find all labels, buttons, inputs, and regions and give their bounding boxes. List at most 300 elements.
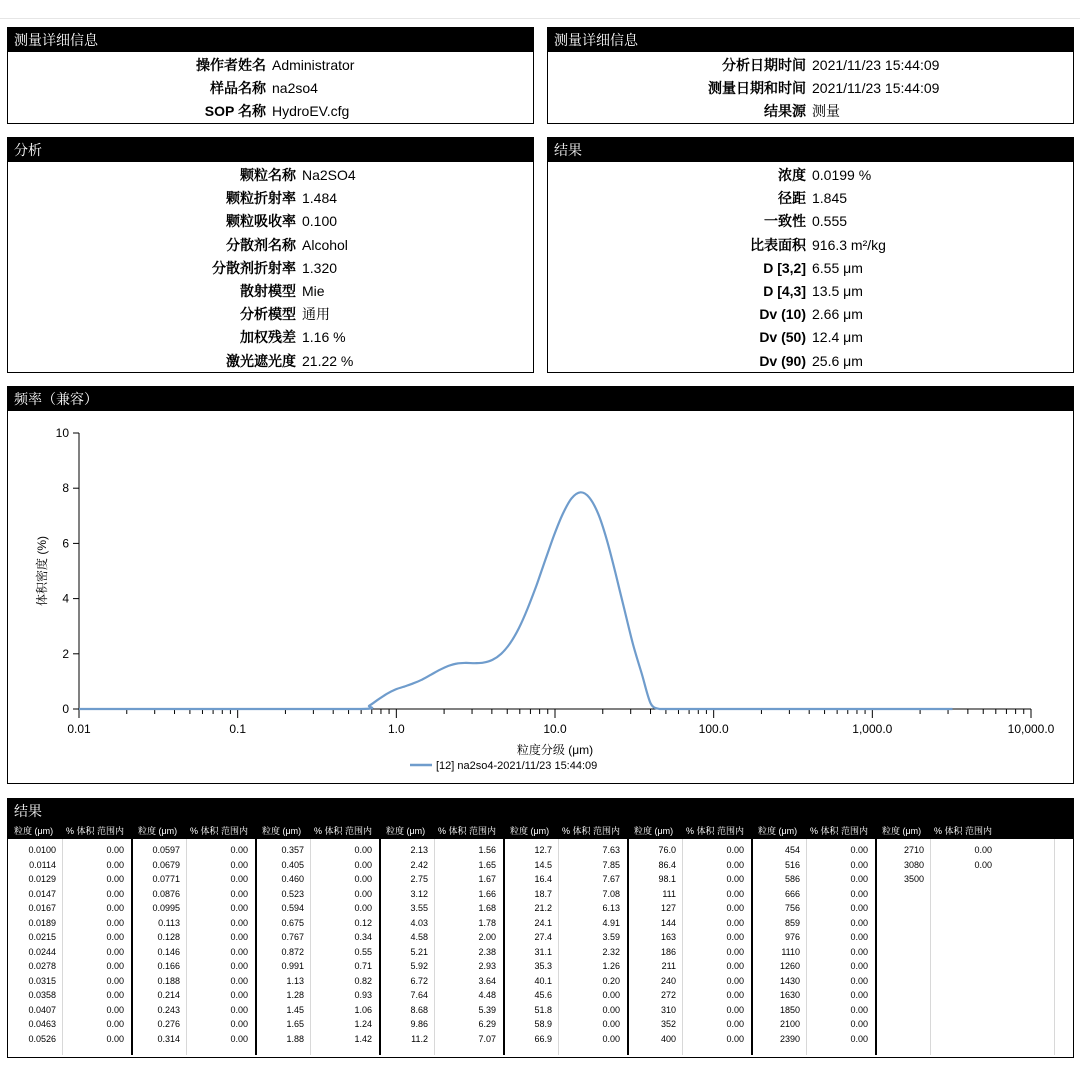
cell-percent: 1.67 xyxy=(478,874,496,884)
cell-percent: 0.20 xyxy=(602,975,620,986)
cell-percent: 0.00 xyxy=(726,975,744,986)
cell-percent: 0.00 xyxy=(106,1033,124,1044)
field-label: 分析日期时间 xyxy=(722,57,806,73)
cell-percent: 0.00 xyxy=(106,1004,124,1015)
column-divider xyxy=(62,839,63,1055)
cell-size: 51.8 xyxy=(534,1004,552,1015)
cell-size: 2.42 xyxy=(410,859,428,870)
field-value: 通用 xyxy=(302,306,330,323)
cell-percent: 5.39 xyxy=(478,1004,496,1015)
cell-percent: 0.00 xyxy=(230,845,248,855)
x-tick-label: 1,000.0 xyxy=(852,722,893,736)
field-label: 操作者姓名 xyxy=(196,57,266,73)
cell-size: 5.21 xyxy=(410,946,428,957)
cell-size: 0.0679 xyxy=(152,859,180,870)
table-column-group xyxy=(504,823,628,1059)
cell-size: 1850 xyxy=(779,1004,800,1015)
field-label: 激光遮光度 xyxy=(226,352,296,369)
cell-size: 8.68 xyxy=(410,1004,428,1015)
field-label: 散射模型 xyxy=(240,283,296,299)
y-tick-label: 0 xyxy=(62,702,69,716)
cell-size: 0.675 xyxy=(281,917,304,928)
cell-percent: 0.00 xyxy=(106,903,124,913)
cell-percent: 2.32 xyxy=(602,946,620,957)
cell-percent: 0.00 xyxy=(230,1033,248,1044)
cell-size: 2390 xyxy=(779,1033,800,1044)
cell-percent: 0.00 xyxy=(850,1019,868,1029)
panel-title: 分析 xyxy=(8,138,533,162)
cell-size: 45.6 xyxy=(534,990,552,1000)
cell-percent: 6.13 xyxy=(602,903,620,913)
cell-size: 16.4 xyxy=(534,874,552,884)
cell-size: 1430 xyxy=(779,975,800,986)
field-row xyxy=(548,101,840,121)
cell-size: 0.767 xyxy=(281,932,304,942)
y-tick-label: 10 xyxy=(55,426,69,440)
cell-size: 0.0358 xyxy=(28,990,56,1000)
field-value: 6.55 μm xyxy=(812,259,863,276)
cell-percent: 0.00 xyxy=(602,1033,620,1044)
cell-size: 0.0995 xyxy=(152,903,180,913)
cell-percent: 0.00 xyxy=(106,874,124,884)
field-label: 颗粒名称 xyxy=(240,167,296,183)
panel-title: 结果 xyxy=(548,138,1073,162)
field-value: na2so4 xyxy=(272,80,318,96)
cell-percent: 0.00 xyxy=(106,990,124,1000)
cell-size: 1.13 xyxy=(286,975,304,986)
field-label: Dv (90) xyxy=(759,352,806,369)
cell-percent: 0.00 xyxy=(106,845,124,855)
y-tick-label: 6 xyxy=(62,536,69,551)
y-axis-title: 体积密度 (%) xyxy=(35,536,49,606)
cell-size: 31.1 xyxy=(534,946,552,957)
cell-percent: 0.00 xyxy=(354,859,372,870)
cell-percent: 0.00 xyxy=(602,1019,620,1029)
cell-percent: 0.00 xyxy=(354,903,372,913)
field-row xyxy=(8,281,325,301)
cell-size: 4.58 xyxy=(410,932,428,942)
column-header-size: 粒度 (μm) xyxy=(14,826,54,836)
field-label: 分析模型 xyxy=(240,306,296,323)
cell-size: 1.28 xyxy=(286,990,304,1000)
cell-size: 0.0167 xyxy=(28,903,56,913)
panel-title: 测量详细信息 xyxy=(548,28,1073,52)
cell-percent: 0.00 xyxy=(850,888,868,899)
cell-size: 144 xyxy=(660,917,676,928)
column-header-size: 粒度 (μm) xyxy=(386,826,426,836)
cell-size: 0.113 xyxy=(158,917,180,928)
cell-percent: 0.00 xyxy=(230,975,248,986)
cell-percent: 0.93 xyxy=(354,990,372,1000)
field-value: 13.5 μm xyxy=(812,283,863,299)
column-divider xyxy=(186,839,187,1055)
frequency-chart-panel xyxy=(7,386,1074,784)
cell-percent: 4.91 xyxy=(602,917,620,928)
field-value: 测量 xyxy=(812,103,840,119)
column-header-size: 粒度 (μm) xyxy=(262,826,302,836)
group-divider xyxy=(255,839,257,1055)
cell-percent: 1.26 xyxy=(602,961,620,971)
field-value: HydroEV.cfg xyxy=(272,103,350,119)
cell-percent: 0.00 xyxy=(230,903,248,913)
cell-percent: 0.00 xyxy=(106,932,124,942)
cell-size: 24.1 xyxy=(534,917,552,928)
field-value: 1.845 xyxy=(812,190,848,207)
cell-percent: 0.00 xyxy=(726,859,744,870)
field-label: 径距 xyxy=(778,190,806,207)
cell-size: 516 xyxy=(784,859,800,870)
cell-percent: 2.00 xyxy=(478,932,496,942)
cell-percent: 1.78 xyxy=(478,917,496,928)
cell-percent: 0.71 xyxy=(354,961,372,971)
cell-size: 98.1 xyxy=(658,874,676,884)
field-row xyxy=(8,78,318,98)
x-tick-label: 10,000.0 xyxy=(1007,722,1055,736)
cell-size: 0.128 xyxy=(157,932,180,942)
cell-percent: 0.00 xyxy=(230,946,248,957)
cell-size: 0.0278 xyxy=(28,961,56,971)
cell-percent: 0.00 xyxy=(850,874,868,884)
field-row xyxy=(8,258,337,278)
field-value: 2021/11/23 15:44:09 xyxy=(812,57,940,73)
cell-size: 454 xyxy=(784,845,800,855)
cell-percent: 0.00 xyxy=(726,917,744,928)
cell-size: 111 xyxy=(662,888,676,899)
field-value: Na2SO4 xyxy=(302,167,356,183)
cell-percent: 0.00 xyxy=(850,946,868,957)
field-row xyxy=(8,235,348,255)
field-value: 0.100 xyxy=(302,213,338,230)
cell-percent: 0.00 xyxy=(106,917,124,928)
table-column-group xyxy=(876,823,1000,1059)
cell-percent: 1.42 xyxy=(354,1033,372,1044)
cell-percent: 6.29 xyxy=(478,1019,496,1029)
cell-percent: 0.00 xyxy=(726,1004,744,1015)
cell-size: 86.4 xyxy=(658,859,676,870)
group-divider xyxy=(503,839,505,1055)
cell-percent: 0.00 xyxy=(230,1019,248,1029)
column-header-size: 粒度 (μm) xyxy=(510,826,550,836)
cell-size: 400 xyxy=(660,1033,676,1044)
cell-size: 0.0189 xyxy=(28,917,56,928)
top-divider xyxy=(0,18,1080,19)
field-value: Mie xyxy=(302,283,325,299)
field-row xyxy=(548,258,863,278)
cell-percent: 0.00 xyxy=(230,961,248,971)
cell-percent: 1.68 xyxy=(478,903,496,913)
cell-percent: 1.24 xyxy=(354,1019,372,1029)
column-header-percent: % 体积 范围内 xyxy=(686,826,745,836)
field-label: 比表面积 xyxy=(750,236,806,253)
cell-size: 7.64 xyxy=(410,990,428,1000)
field-label: 颗粒折射率 xyxy=(226,190,296,207)
cell-size: 2.75 xyxy=(410,874,428,884)
cell-percent: 3.64 xyxy=(478,975,496,986)
field-value: 1.320 xyxy=(302,259,338,276)
x-tick-label: 10.0 xyxy=(543,722,567,736)
cell-size: 0.0315 xyxy=(28,975,56,986)
cell-percent: 0.00 xyxy=(230,917,248,928)
analysis-panel xyxy=(7,137,534,373)
cell-size: 0.594 xyxy=(281,903,304,913)
cell-percent: 0.00 xyxy=(850,975,868,986)
results-table-panel xyxy=(7,798,1074,1058)
cell-percent: 0.00 xyxy=(974,859,992,870)
cell-size: 586 xyxy=(784,874,800,884)
cell-percent: 7.85 xyxy=(602,859,620,870)
cell-percent: 0.55 xyxy=(354,946,372,957)
cell-size: 0.166 xyxy=(157,961,180,971)
group-divider xyxy=(131,839,133,1055)
cell-size: 0.314 xyxy=(157,1033,180,1044)
cell-size: 0.146 xyxy=(157,946,180,957)
column-header-percent: % 体积 范围内 xyxy=(934,826,993,836)
cell-size: 2710 xyxy=(903,845,924,855)
cell-percent: 0.12 xyxy=(354,917,372,928)
column-divider xyxy=(930,839,931,1055)
column-divider xyxy=(310,839,311,1055)
cell-percent: 0.34 xyxy=(354,932,372,942)
field-label: 颗粒吸收率 xyxy=(226,213,296,230)
cell-size: 0.0129 xyxy=(28,874,56,884)
cell-percent: 7.07 xyxy=(478,1033,496,1044)
column-header-size: 粒度 (μm) xyxy=(634,826,674,836)
cell-percent: 0.00 xyxy=(230,888,248,899)
cell-size: 3.55 xyxy=(410,903,428,913)
field-row xyxy=(8,55,354,75)
cell-size: 211 xyxy=(661,961,676,971)
cell-percent: 0.00 xyxy=(230,874,248,884)
cell-percent: 7.67 xyxy=(602,874,620,884)
cell-size: 66.9 xyxy=(534,1033,552,1044)
cell-size: 0.991 xyxy=(281,961,304,971)
cell-size: 1.88 xyxy=(286,1033,304,1044)
column-header-percent: % 体积 范围内 xyxy=(810,826,869,836)
cell-percent: 0.00 xyxy=(850,1004,868,1015)
column-divider xyxy=(1054,839,1055,1055)
field-row xyxy=(548,78,939,98)
cell-size: 0.0215 xyxy=(28,932,56,942)
cell-size: 859 xyxy=(784,917,800,928)
field-label: 分散剂名称 xyxy=(226,236,296,253)
cell-size: 0.188 xyxy=(157,975,180,986)
column-header-percent: % 体积 范围内 xyxy=(314,826,373,836)
field-label: 测量日期和时间 xyxy=(708,80,806,96)
column-divider xyxy=(434,839,435,1055)
group-divider xyxy=(875,839,877,1055)
cell-percent: 0.00 xyxy=(106,961,124,971)
cell-percent: 0.00 xyxy=(726,1019,744,1029)
cell-percent: 0.00 xyxy=(230,932,248,942)
cell-size: 27.4 xyxy=(534,932,552,942)
group-divider xyxy=(379,839,381,1055)
cell-size: 976 xyxy=(784,932,800,942)
cell-percent: 0.00 xyxy=(106,975,124,986)
cell-size: 1260 xyxy=(779,961,800,971)
cell-size: 0.276 xyxy=(157,1019,180,1029)
field-value: 916.3 m²/kg xyxy=(812,236,886,253)
cell-size: 76.0 xyxy=(658,845,676,855)
cell-size: 0.214 xyxy=(157,990,180,1000)
cell-percent: 0.00 xyxy=(230,859,248,870)
cell-percent: 0.00 xyxy=(850,1033,868,1044)
x-tick-label: 100.0 xyxy=(698,722,729,736)
cell-size: 0.872 xyxy=(281,946,304,957)
field-value: 2021/11/23 15:44:09 xyxy=(812,80,940,96)
field-label: 分散剂折射率 xyxy=(212,259,296,276)
field-row xyxy=(548,188,847,208)
cell-size: 40.1 xyxy=(534,975,552,986)
cell-size: 2100 xyxy=(779,1019,800,1029)
cell-size: 4.03 xyxy=(410,917,428,928)
column-header-percent: % 体积 范围内 xyxy=(438,826,497,836)
cell-size: 0.0147 xyxy=(28,888,56,899)
table-column-group xyxy=(256,823,380,1059)
cell-percent: 0.00 xyxy=(106,859,124,870)
field-value: 25.6 μm xyxy=(812,352,863,369)
field-value: 0.555 xyxy=(812,213,848,230)
y-tick-label: 2 xyxy=(62,646,69,661)
cell-size: 1.45 xyxy=(286,1004,304,1015)
cell-size: 272 xyxy=(660,990,676,1000)
cell-size: 18.7 xyxy=(534,888,552,899)
cell-size: 0.0407 xyxy=(28,1004,56,1015)
field-row xyxy=(8,188,337,208)
field-row xyxy=(8,304,330,324)
cell-size: 240 xyxy=(660,975,676,986)
cell-size: 0.0100 xyxy=(28,845,56,855)
cell-size: 2.13 xyxy=(410,845,428,855)
cell-percent: 0.00 xyxy=(726,888,744,899)
field-label: 样品名称 xyxy=(210,80,266,96)
cell-percent: 0.00 xyxy=(602,990,620,1000)
cell-size: 127 xyxy=(660,903,676,913)
cell-percent: 0.00 xyxy=(354,888,372,899)
cell-size: 9.86 xyxy=(410,1019,428,1029)
cell-size: 0.0526 xyxy=(28,1033,56,1044)
cell-size: 0.0771 xyxy=(152,874,180,884)
column-header-percent: % 体积 范围内 xyxy=(190,826,249,836)
field-label: Dv (50) xyxy=(759,329,806,346)
cell-percent: 2.38 xyxy=(478,946,496,957)
cell-size: 0.357 xyxy=(281,845,304,855)
x-axis-title: 粒度分级 (μm) xyxy=(516,743,594,757)
cell-size: 11.2 xyxy=(411,1033,428,1044)
field-row xyxy=(548,281,863,301)
table-column-group xyxy=(628,823,752,1059)
measurement-details-panel-left xyxy=(7,27,534,124)
cell-percent: 0.00 xyxy=(726,932,744,942)
cell-size: 0.405 xyxy=(281,859,304,870)
column-divider xyxy=(806,839,807,1055)
cell-percent: 0.00 xyxy=(106,888,124,899)
y-tick-label: 8 xyxy=(62,481,69,496)
cell-percent: 0.00 xyxy=(850,917,868,928)
field-value: Administrator xyxy=(272,57,355,73)
field-value: 21.22 % xyxy=(302,352,354,369)
cell-percent: 0.00 xyxy=(850,859,868,870)
x-tick-label: 0.1 xyxy=(229,722,247,736)
field-row xyxy=(8,211,337,231)
table-column-group xyxy=(752,823,876,1059)
cell-percent: 0.00 xyxy=(850,845,868,855)
cell-percent: 0.00 xyxy=(726,874,744,884)
cell-percent: 7.08 xyxy=(602,888,620,899)
cell-size: 0.0463 xyxy=(28,1019,56,1029)
cell-size: 58.9 xyxy=(534,1019,552,1029)
cell-size: 6.72 xyxy=(410,975,428,986)
table-column-group xyxy=(8,823,132,1059)
legend-label: [12] na2so4-2021/11/23 15:44:09 xyxy=(436,760,598,772)
cell-size: 12.7 xyxy=(534,845,552,855)
cell-size: 186 xyxy=(660,946,676,957)
cell-percent: 7.63 xyxy=(602,845,620,855)
cell-percent: 0.00 xyxy=(726,990,744,1000)
group-divider xyxy=(751,839,753,1055)
cell-percent: 0.00 xyxy=(106,1019,124,1029)
cell-percent: 4.48 xyxy=(478,990,496,1000)
cell-size: 1110 xyxy=(781,946,800,957)
field-value: 1.484 xyxy=(302,190,338,207)
field-row xyxy=(8,101,349,121)
x-tick-label: 1.0 xyxy=(387,722,405,736)
cell-size: 0.0597 xyxy=(152,845,180,855)
cell-percent: 1.66 xyxy=(478,888,496,899)
cell-percent: 3.59 xyxy=(602,932,620,942)
cell-percent: 0.00 xyxy=(726,946,744,957)
cell-percent: 0.00 xyxy=(726,845,744,855)
cell-size: 5.92 xyxy=(410,961,428,971)
field-value: 2.66 μm xyxy=(812,306,863,323)
field-row xyxy=(548,55,939,75)
table-column-group xyxy=(132,823,256,1059)
column-header-size: 粒度 (μm) xyxy=(758,826,798,836)
cell-percent: 0.00 xyxy=(850,903,868,913)
column-divider xyxy=(558,839,559,1055)
field-label: D [4,3] xyxy=(763,283,806,299)
field-value: 0.0199 % xyxy=(812,167,872,183)
field-row xyxy=(548,235,886,255)
cell-percent: 0.00 xyxy=(974,845,992,855)
cell-percent: 0.00 xyxy=(230,1004,248,1015)
cell-size: 21.2 xyxy=(534,903,552,913)
cell-size: 352 xyxy=(660,1019,676,1029)
cell-percent: 0.00 xyxy=(354,874,372,884)
field-value: 12.4 μm xyxy=(812,329,863,346)
y-tick-label: 4 xyxy=(62,591,69,606)
cell-percent: 0.00 xyxy=(726,1033,744,1044)
cell-percent: 2.93 xyxy=(478,961,496,971)
cell-size: 1630 xyxy=(779,990,800,1000)
cell-size: 666 xyxy=(784,888,800,899)
table-column-group xyxy=(380,823,504,1059)
column-divider xyxy=(682,839,683,1055)
cell-percent: 1.06 xyxy=(354,1004,372,1015)
cell-size: 3500 xyxy=(903,874,924,884)
cell-size: 3.12 xyxy=(410,888,428,899)
field-row xyxy=(8,351,353,371)
cell-size: 0.0114 xyxy=(29,859,56,870)
cell-size: 3080 xyxy=(903,859,924,870)
cell-percent: 1.56 xyxy=(478,845,496,855)
cell-size: 163 xyxy=(660,932,676,942)
field-row xyxy=(548,165,871,185)
cell-size: 0.0244 xyxy=(28,946,56,957)
cell-size: 0.0876 xyxy=(152,888,180,899)
field-label: 结果源 xyxy=(764,103,806,119)
cell-percent: 0.00 xyxy=(230,990,248,1000)
cell-size: 0.243 xyxy=(157,1004,180,1015)
